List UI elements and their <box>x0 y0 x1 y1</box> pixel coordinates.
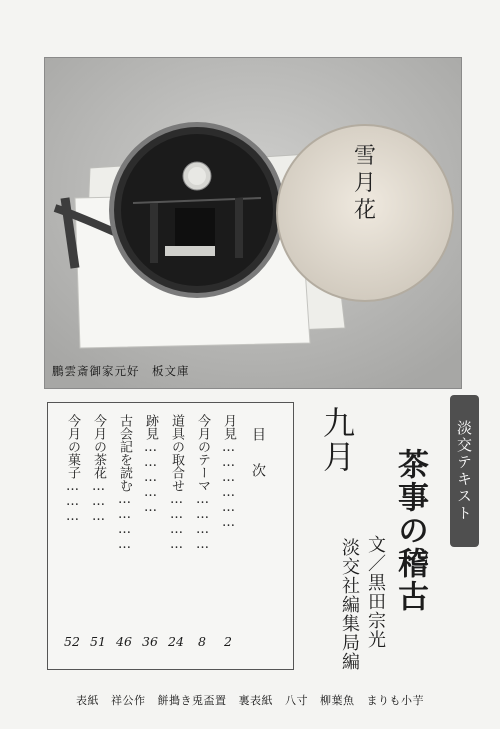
toc-label: 今月の茶花 <box>91 414 106 479</box>
toc-entry-2 <box>196 414 209 552</box>
cover-credits <box>0 692 500 708</box>
toc-label: 今月のテーマ <box>195 414 210 492</box>
toc-label: 月見 <box>221 414 236 440</box>
photo-caption: 鵬雲斎御家元好 板文庫 <box>52 364 190 378</box>
toc-dots: …………… <box>143 440 158 515</box>
credit-item: 柳葉魚 <box>320 694 355 707</box>
cover-photo <box>44 57 462 389</box>
credit-item: 八寸 <box>285 694 308 707</box>
toc-page: 36 <box>142 634 158 649</box>
toc-page: 51 <box>90 634 106 649</box>
toc-page: 2 <box>224 634 232 649</box>
toc-entry-6 <box>92 414 105 524</box>
toc-entry-5 <box>118 414 131 552</box>
toc-entry-1 <box>222 414 235 530</box>
book-title: 茶事の稽古 <box>392 448 428 613</box>
series-tab <box>450 395 479 547</box>
toc-dots: ………… <box>195 492 210 552</box>
toc-label: 跡見 <box>143 414 158 440</box>
toc-label: 道具の取合せ <box>169 414 184 492</box>
credit-item: 裏表紙 <box>238 694 273 707</box>
toc-label: 古会記を読む <box>117 414 132 492</box>
tea-box-photo <box>45 58 461 388</box>
issue-month: 九月 <box>318 406 356 474</box>
toc-dots: ………… <box>117 492 132 552</box>
svg-text:月: 月 <box>353 171 377 196</box>
toc-page: 52 <box>64 634 80 649</box>
author: 文／黒田宗光 <box>365 535 386 649</box>
credit-item: 祥公作 <box>111 694 146 707</box>
toc-dots: ……… <box>65 479 80 524</box>
toc-dots: ……… <box>91 479 106 524</box>
toc-label: 今月の菓子 <box>65 414 80 479</box>
toc-page: 8 <box>198 634 206 649</box>
svg-text:花: 花 <box>353 198 377 223</box>
credit-item: 餅搗き兎盃置 <box>157 694 227 707</box>
credit-item: まりも小芋 <box>366 694 424 707</box>
toc-entry-7 <box>66 414 79 524</box>
toc-entry-3 <box>170 414 183 552</box>
toc-heading: 目次 <box>250 427 266 499</box>
toc-dots: ……………… <box>221 440 236 530</box>
credit-item: 表紙 <box>76 694 99 707</box>
publisher: 淡交社編集局編 <box>339 538 360 671</box>
toc-page: 46 <box>116 634 132 649</box>
toc-entry-4 <box>144 414 157 515</box>
series-tab-label: 淡交テキスト <box>455 420 473 522</box>
toc-dots: ………… <box>169 492 184 552</box>
svg-text:雪: 雪 <box>353 144 377 169</box>
toc-page: 24 <box>168 634 184 649</box>
